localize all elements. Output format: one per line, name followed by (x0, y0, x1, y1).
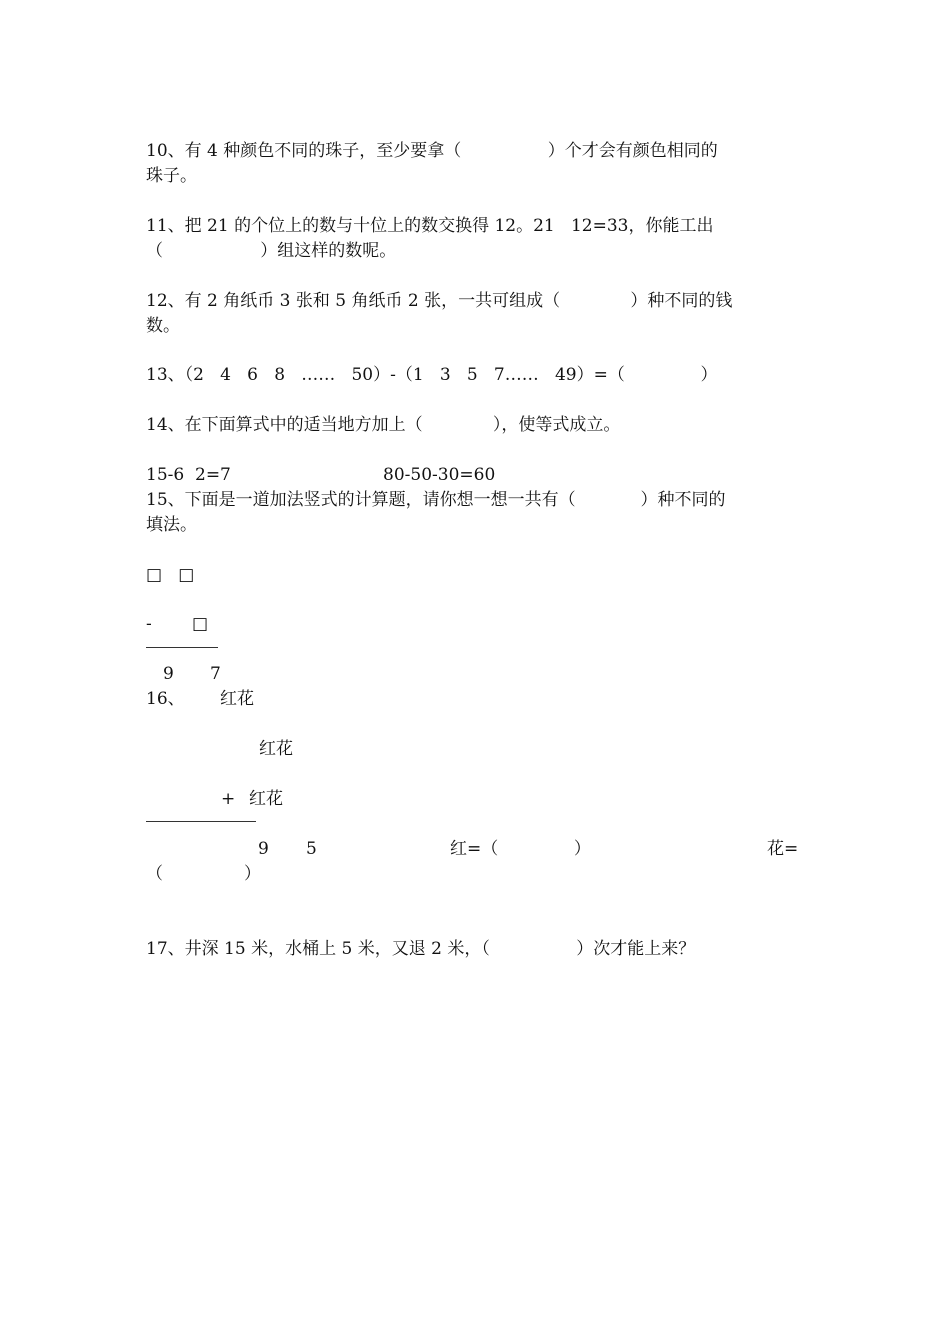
q16-operator: + (221, 789, 236, 809)
q16-hong-answer: 红=（ ） (450, 839, 591, 859)
q16-sum-rule (146, 821, 256, 822)
q15-result-ones: 7 (210, 664, 221, 684)
q14-equation-b: 80-50-30=60 (383, 465, 496, 485)
q16-hua-label: 花= (767, 839, 799, 859)
q16-result-tens: 9 (258, 839, 269, 859)
q16-hua-answer: （ ） (146, 864, 262, 884)
q14-equation-a: 15-6 2=7 (146, 465, 231, 485)
q15-box-row1: □ □ (146, 565, 195, 585)
q15-line2: 填法。 (146, 515, 197, 535)
q10-line1: 10、有 4 种颜色不同的珠子，至少要拿（ ）个才会有颜色相同的 (146, 141, 718, 161)
q17-line1: 17、井深 15 米，水桶上 5 米，又退 2 米，（ ）次才能上来？ (146, 939, 696, 959)
q16-word-row1: 红花 (220, 689, 254, 709)
q10-line2: 珠子。 (146, 166, 197, 186)
q12-line1: 12、有 2 角纸币 3 张和 5 角纸币 2 张，一共可组成（ ）种不同的钱 (146, 291, 733, 311)
q13-line1: 13、（2 4 6 8 …… 50）-（1 3 5 7…… 49）=（ ） (146, 365, 718, 385)
q15-sum-rule (146, 647, 218, 648)
q16-word-row3: 红花 (249, 789, 283, 809)
q15-result-tens: 9 (163, 664, 174, 684)
q11-line1: 11、把 21 的个位上的数与十位上的数交换得 12。21 12=33，你能工出 (146, 216, 714, 236)
q15-box-row2: □ (192, 614, 209, 634)
q15-line1: 15、下面是一道加法竖式的计算题，请你想一想一共有（ ）种不同的 (146, 490, 726, 510)
q15-operator: - (146, 614, 152, 634)
q11-line2: （ ）组这样的数呢。 (146, 241, 397, 261)
q14-line1: 14、在下面算式中的适当地方加上（ ），使等式成立。 (146, 415, 621, 435)
q16-result-ones: 5 (306, 839, 317, 859)
q16-label: 16、 (146, 689, 185, 709)
q12-line2: 数。 (146, 316, 180, 336)
q16-word-row2: 红花 (259, 739, 293, 759)
